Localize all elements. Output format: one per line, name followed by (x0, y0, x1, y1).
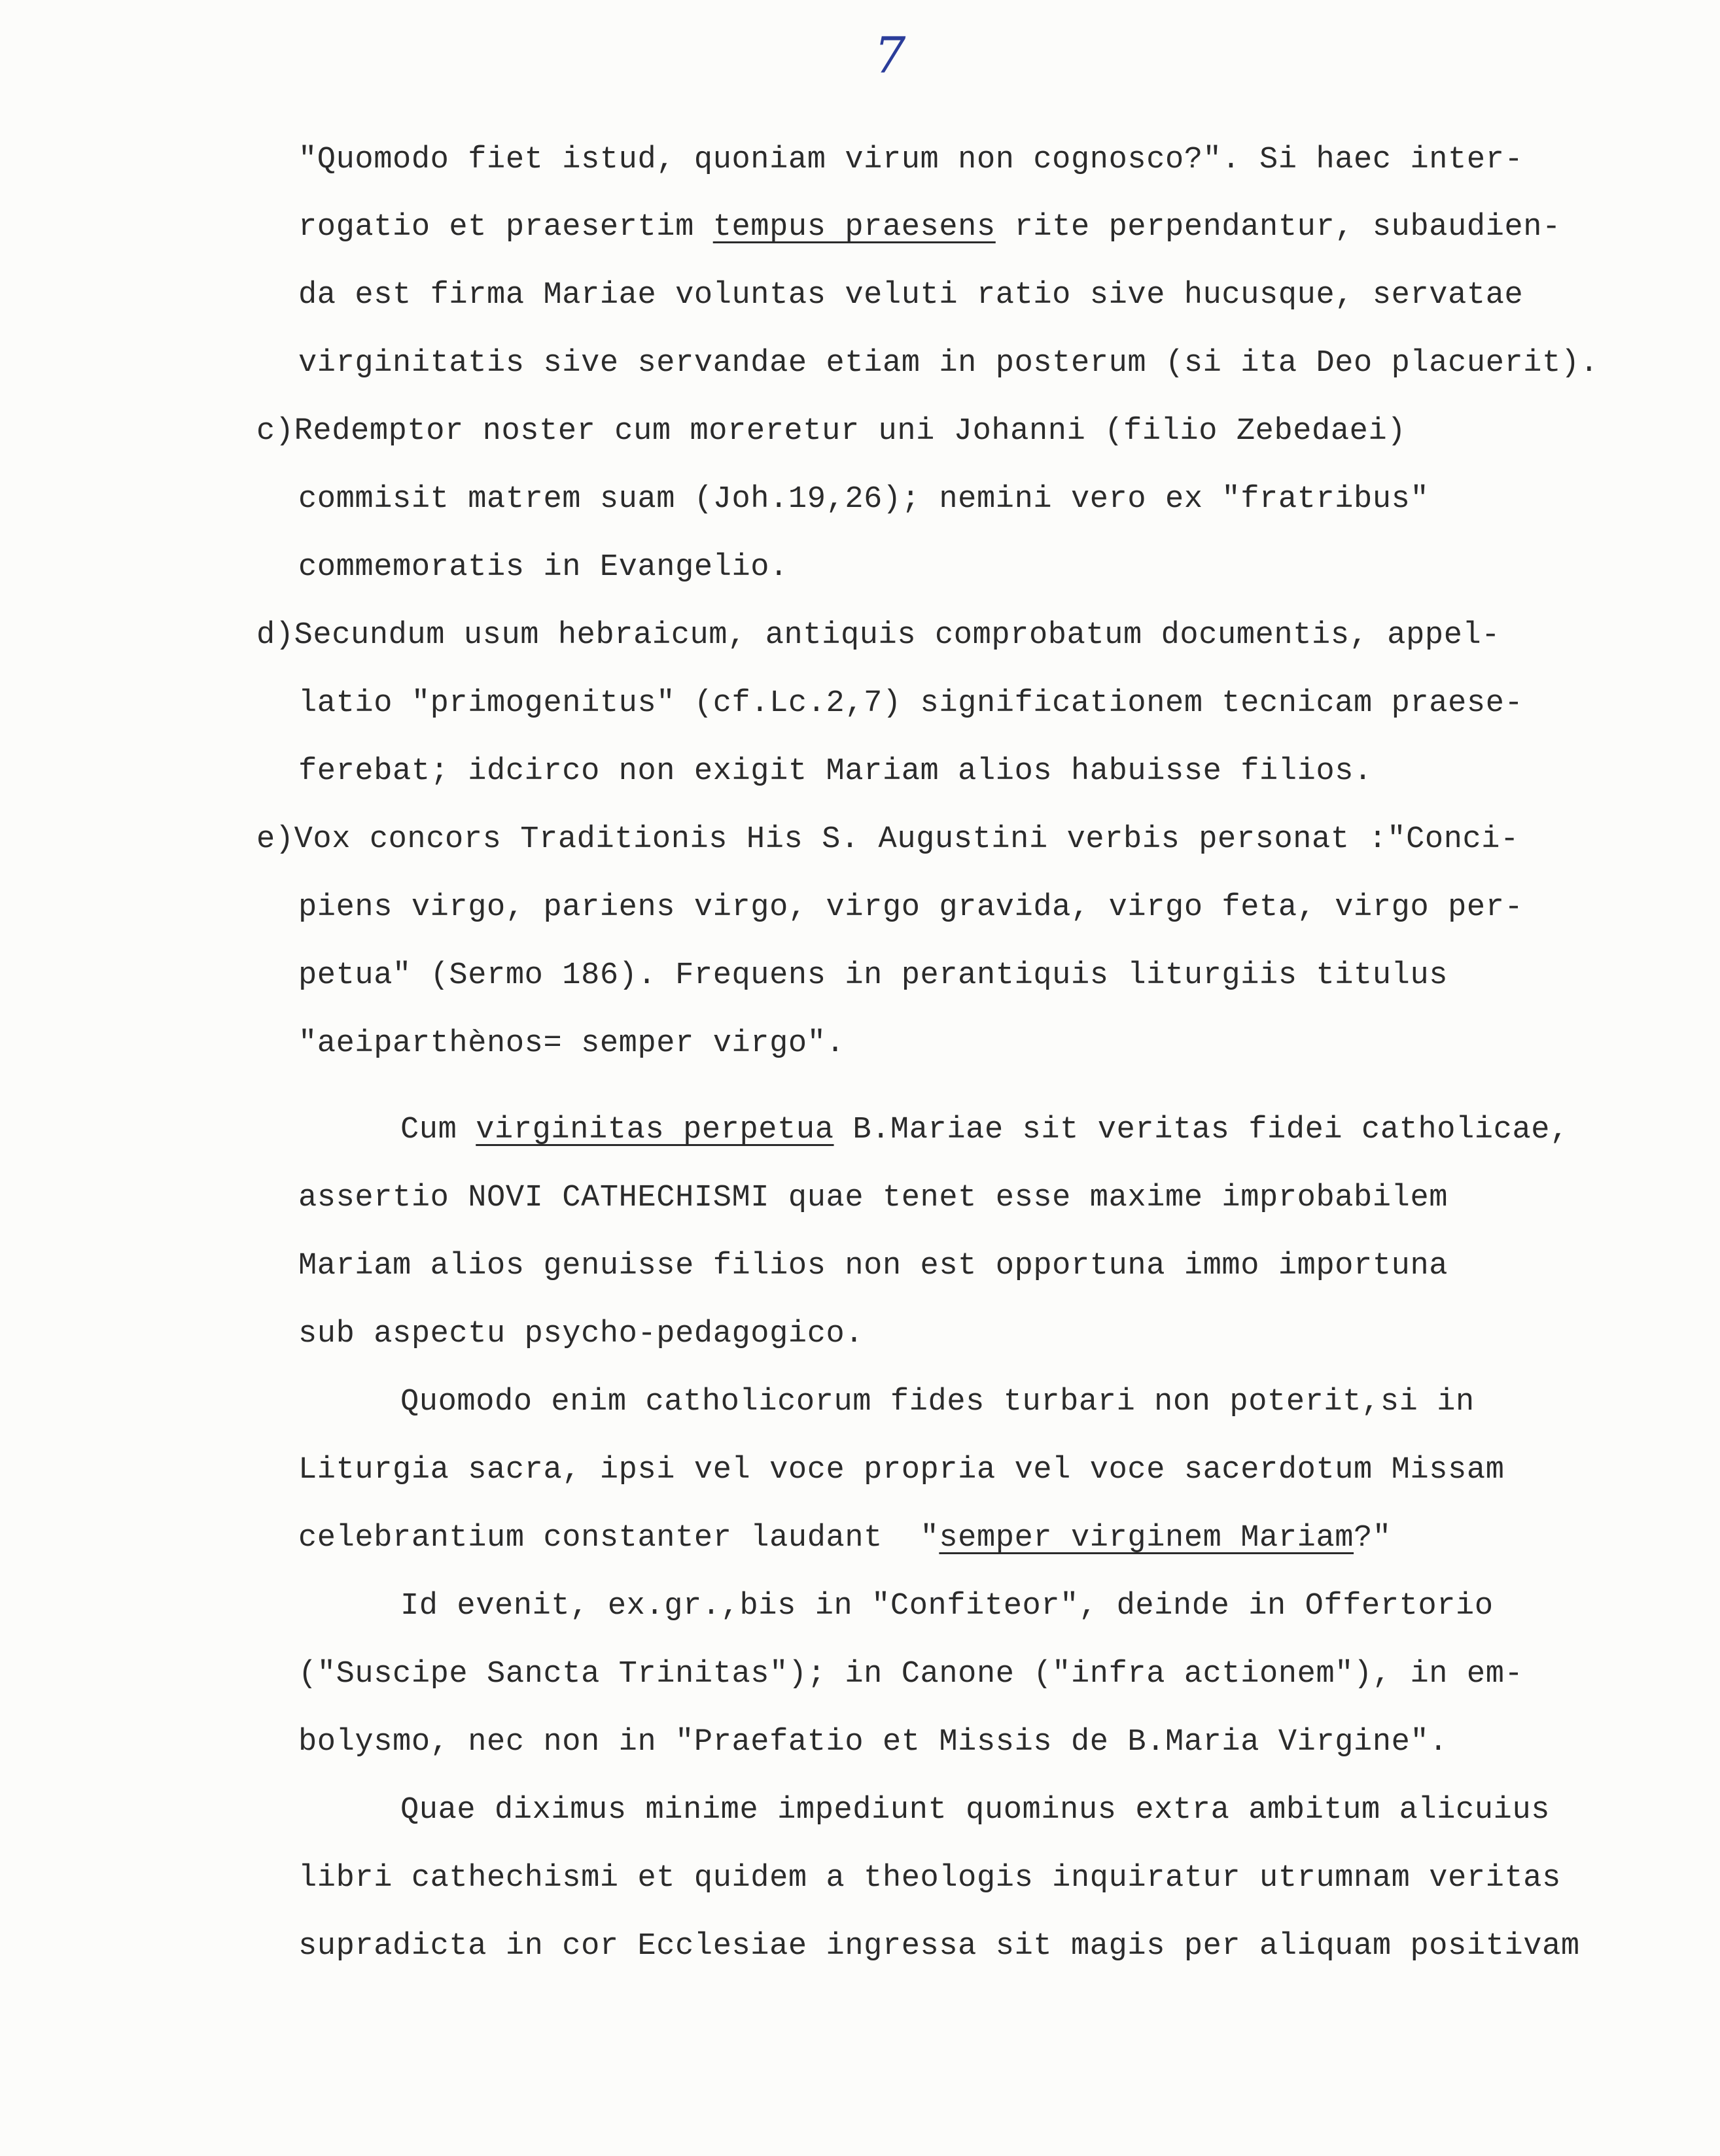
text-line: piens virgo, pariens virgo, virgo gravida, virgo feta, virgo per- (298, 890, 1524, 925)
text-span: rogatio et praesertim (298, 210, 713, 245)
text-line: bolysmo, nec non in "Praefatio et Missis de B.Maria Virgine". (298, 1725, 1448, 1760)
text-line: assertio NOVI CATHECHISMI quae tenet esse maxime improbabilem (298, 1181, 1448, 1215)
underlined-phrase: tempus praesens (712, 210, 996, 245)
text-line: "aeiparthènos= semper virgo". (298, 1026, 845, 1061)
text-span: ?" (1354, 1521, 1392, 1556)
text-line (400, 1111, 1569, 1150)
text-line: Quae diximus minime impediunt quominus extra ambitum alicuius (400, 1793, 1551, 1828)
page-number: 7 (874, 26, 906, 84)
list-item-c: c)Redemptor noster cum moreretur uni Johanni (filio Zebedaei) (256, 414, 1407, 449)
text-span: celebrantium constanter laudant " (298, 1521, 939, 1556)
text-line: virginitatis sive servandae etiam in posterum (si ita Deo placuerit). (298, 346, 1599, 381)
text-line: Mariam alios genuisse filios non est opportuna immo importuna (298, 1249, 1448, 1283)
text-line: ferebat; idcirco non exigit Mariam alios habuisse filios. (298, 754, 1373, 789)
list-item-e: e)Vox concors Traditionis His S. Augustini verbis personat :"Conci- (256, 822, 1519, 857)
text-line: supradicta in cor Ecclesiae ingressa sit magis per aliquam positivam (298, 1929, 1580, 1964)
text-line: petua" (Sermo 186). Frequens in perantiquis liturgiis titulus (298, 958, 1448, 993)
text-span: rite perpendantur, subaudien- (995, 210, 1561, 245)
text-line: Quomodo enim catholicorum fides turbari non poterit,si in (400, 1385, 1475, 1419)
text-line: "Quomodo fiet istud, quoniam virum non cognosco?". Si haec inter- (298, 143, 1524, 177)
text-line: da est firma Mariae voluntas veluti ratio sive hucusque, servatae (298, 278, 1524, 313)
text-line: commemoratis in Evangelio. (298, 550, 788, 585)
text-line (298, 1519, 1392, 1558)
text-line: Id evenit, ex.gr.,bis in "Confiteor", deinde in Offertorio (400, 1589, 1494, 1624)
text-line: libri cathechismi et quidem a theologis inquiratur utrumnam veritas (298, 1861, 1561, 1896)
underlined-phrase: semper virginem Mariam (939, 1521, 1354, 1556)
underlined-phrase: virginitas perpetua (476, 1113, 834, 1147)
text-line: ("Suscipe Sancta Trinitas"); in Canone ("infra actionem"), in em- (298, 1657, 1524, 1692)
text-span: B.Mariae sit veritas fidei catholicae, (834, 1113, 1569, 1147)
text-line: Liturgia sacra, ipsi vel voce propria vel voce sacerdotum Missam (298, 1453, 1505, 1487)
text-line: commisit matrem suam (Joh.19,26); nemini vero ex "fratribus" (298, 482, 1430, 517)
text-span: Cum (400, 1113, 476, 1147)
text-line: sub aspectu psycho-pedagogico. (298, 1317, 864, 1351)
text-line (298, 208, 1561, 247)
text-line: latio "primogenitus" (cf.Lc.2,7) significationem tecnicam praese- (298, 686, 1524, 721)
list-item-d: d)Secundum usum hebraicum, antiquis comprobatum documentis, appel- (256, 618, 1501, 653)
